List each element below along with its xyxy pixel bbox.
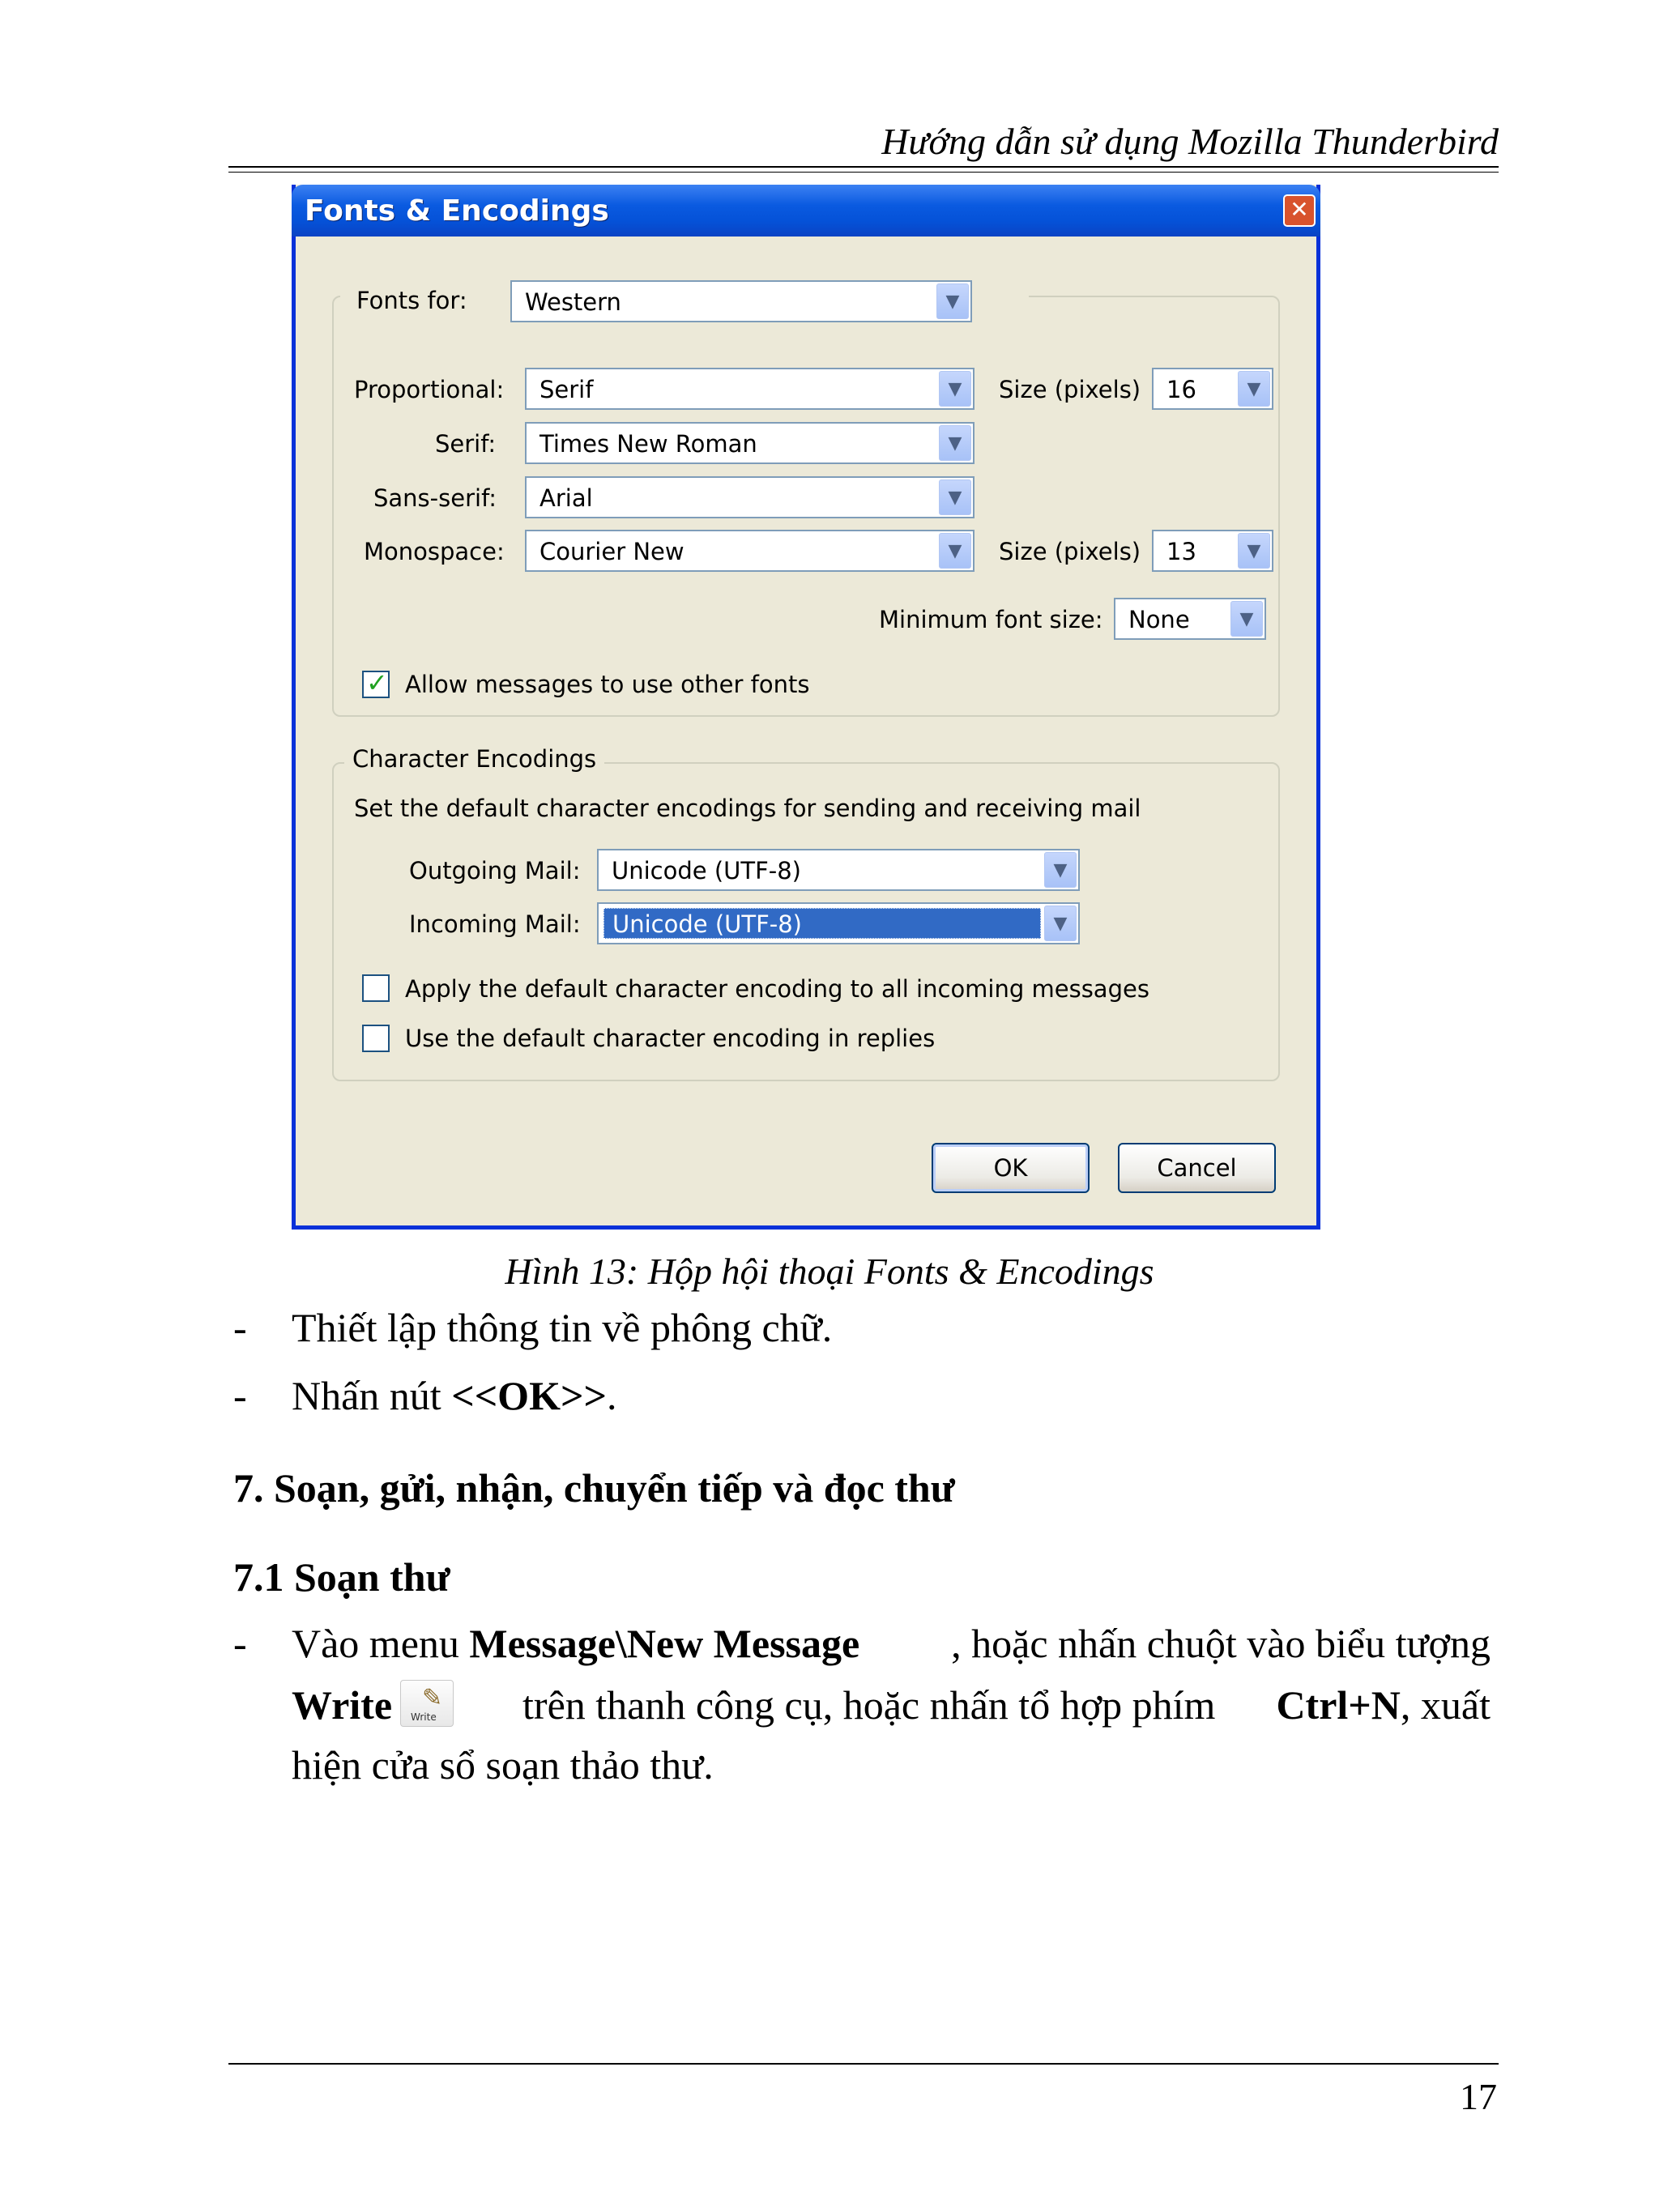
proportional-label: Proportional: [354, 376, 505, 403]
pen-icon: ✎ [422, 1685, 443, 1711]
section-7-heading: 7. Soạn, gửi, nhận, chuyển tiếp và đọc thư [233, 1465, 955, 1511]
para-line2-left [292, 1680, 462, 1728]
encodings-legend: Character Encodings [344, 745, 604, 773]
header-rule [228, 166, 1499, 168]
fonts-encodings-dialog [292, 185, 1320, 1230]
para-t2: , hoặc nhấn chuột vào biểu tượng [951, 1621, 1491, 1666]
figure-caption: Hình 13: Hộp hội thoại Fonts & Encodings [505, 1251, 1154, 1292]
encodings-description: Set the default character encodings for sending and receiving mail [354, 795, 1141, 822]
paragraph-line-1 [292, 1620, 1491, 1667]
chevron-down-icon[interactable]: ▼ [939, 479, 971, 515]
incoming-mail-label: Incoming Mail: [409, 910, 581, 938]
monospace-size-label: Size (pixels) [999, 538, 1141, 565]
fonts-for-select[interactable] [510, 280, 972, 322]
checkmark-icon: ✓ [366, 667, 388, 698]
menu-path: Message\New Message [469, 1621, 860, 1666]
chevron-down-icon[interactable]: ▼ [939, 371, 971, 407]
monospace-size-select[interactable] [1152, 530, 1273, 572]
write-word: Write [292, 1682, 393, 1728]
paragraph-line-3: hiện cửa sổ soạn thảo thư. [292, 1742, 714, 1788]
sans-serif-label: Sans-serif: [373, 484, 497, 512]
proportional-size-value: 16 [1166, 376, 1196, 403]
cancel-button[interactable]: Cancel [1118, 1143, 1276, 1193]
outgoing-mail-select[interactable] [597, 849, 1080, 891]
bullet-text-2 [292, 1372, 616, 1419]
chevron-down-icon[interactable]: ▼ [1238, 533, 1270, 569]
bullet-2-suffix: . [606, 1373, 617, 1418]
paragraph-line-2 [292, 1680, 1491, 1728]
fonts-for-legend [340, 274, 1029, 330]
footer-rule [228, 2063, 1499, 2065]
fonts-for-value: Western [525, 288, 621, 316]
min-font-size-label: Minimum font size: [879, 606, 1103, 633]
write-icon-label: Write [411, 1711, 437, 1723]
page-number: 17 [1460, 2076, 1497, 2117]
sans-serif-value: Arial [539, 484, 593, 512]
use-replies-label: Use the default character encoding in replies [405, 1025, 936, 1052]
serif-value: Times New Roman [539, 430, 757, 458]
proportional-size-select[interactable] [1152, 368, 1273, 410]
sans-serif-select[interactable] [525, 476, 975, 518]
apply-all-checkbox[interactable] [362, 974, 390, 1002]
bullet-dash: - [233, 1373, 247, 1418]
outgoing-mail-label: Outgoing Mail: [409, 857, 581, 884]
chevron-down-icon[interactable]: ▼ [1044, 852, 1077, 888]
chevron-down-icon[interactable]: ▼ [1230, 601, 1263, 637]
chevron-down-icon[interactable]: ▼ [939, 425, 971, 461]
dialog-title: Fonts & Encodings [305, 194, 609, 228]
min-font-size-select[interactable] [1114, 598, 1266, 640]
chevron-down-icon[interactable]: ▼ [936, 283, 969, 319]
section-7-1-heading: 7.1 Soạn thư [233, 1554, 450, 1600]
use-replies-checkbox[interactable] [362, 1025, 390, 1052]
bullet-dash: - [233, 1621, 247, 1666]
chevron-down-icon[interactable]: ▼ [1044, 906, 1077, 941]
monospace-label: Monospace: [364, 538, 505, 565]
bullet-2-bold: <<OK>> [451, 1373, 607, 1418]
chevron-down-icon[interactable]: ▼ [1238, 371, 1270, 407]
proportional-select[interactable] [525, 368, 975, 410]
close-icon[interactable]: ✕ [1283, 194, 1316, 227]
dialog-titlebar[interactable] [292, 185, 1320, 237]
incoming-mail-select[interactable] [597, 902, 1080, 944]
monospace-select[interactable] [525, 530, 975, 572]
write-icon [400, 1680, 454, 1727]
para-line2-right [1276, 1681, 1491, 1728]
serif-label: Serif: [435, 430, 497, 458]
proportional-size-label: Size (pixels) [999, 376, 1141, 403]
incoming-mail-value: Unicode (UTF-8) [603, 908, 1041, 939]
allow-fonts-checkbox[interactable] [362, 667, 390, 698]
para-t3: trên thanh công cụ, hoặc nhấn tổ hợp phím [522, 1682, 1216, 1728]
proportional-value: Serif [539, 376, 594, 403]
shortcut-key: Ctrl+N [1276, 1682, 1401, 1728]
min-font-size-value: None [1128, 606, 1190, 633]
header-rule-thin [228, 172, 1499, 173]
para-t4: , xuất [1400, 1682, 1491, 1728]
bullet-dash: - [233, 1305, 247, 1350]
bullet-text-1: Thiết lập thông tin về phông chữ. [292, 1305, 833, 1350]
outgoing-mail-value: Unicode (UTF-8) [612, 857, 801, 884]
monospace-size-value: 13 [1166, 538, 1196, 565]
allow-fonts-label: Allow messages to use other fonts [405, 671, 810, 698]
chevron-down-icon[interactable]: ▼ [939, 533, 971, 569]
fonts-for-label: Fonts for: [356, 287, 467, 314]
bullet-2-prefix: Nhấn nút [292, 1373, 452, 1418]
para-text-1 [292, 1620, 859, 1667]
running-header: Hướng dẫn sử dụng Mozilla Thunderbird [881, 121, 1499, 162]
apply-all-label: Apply the default character encoding to all incoming messages [405, 975, 1149, 1003]
ok-button[interactable]: OK [932, 1143, 1090, 1193]
serif-select[interactable] [525, 422, 975, 464]
monospace-value: Courier New [539, 538, 684, 565]
para-t1: Vào menu [292, 1621, 470, 1666]
